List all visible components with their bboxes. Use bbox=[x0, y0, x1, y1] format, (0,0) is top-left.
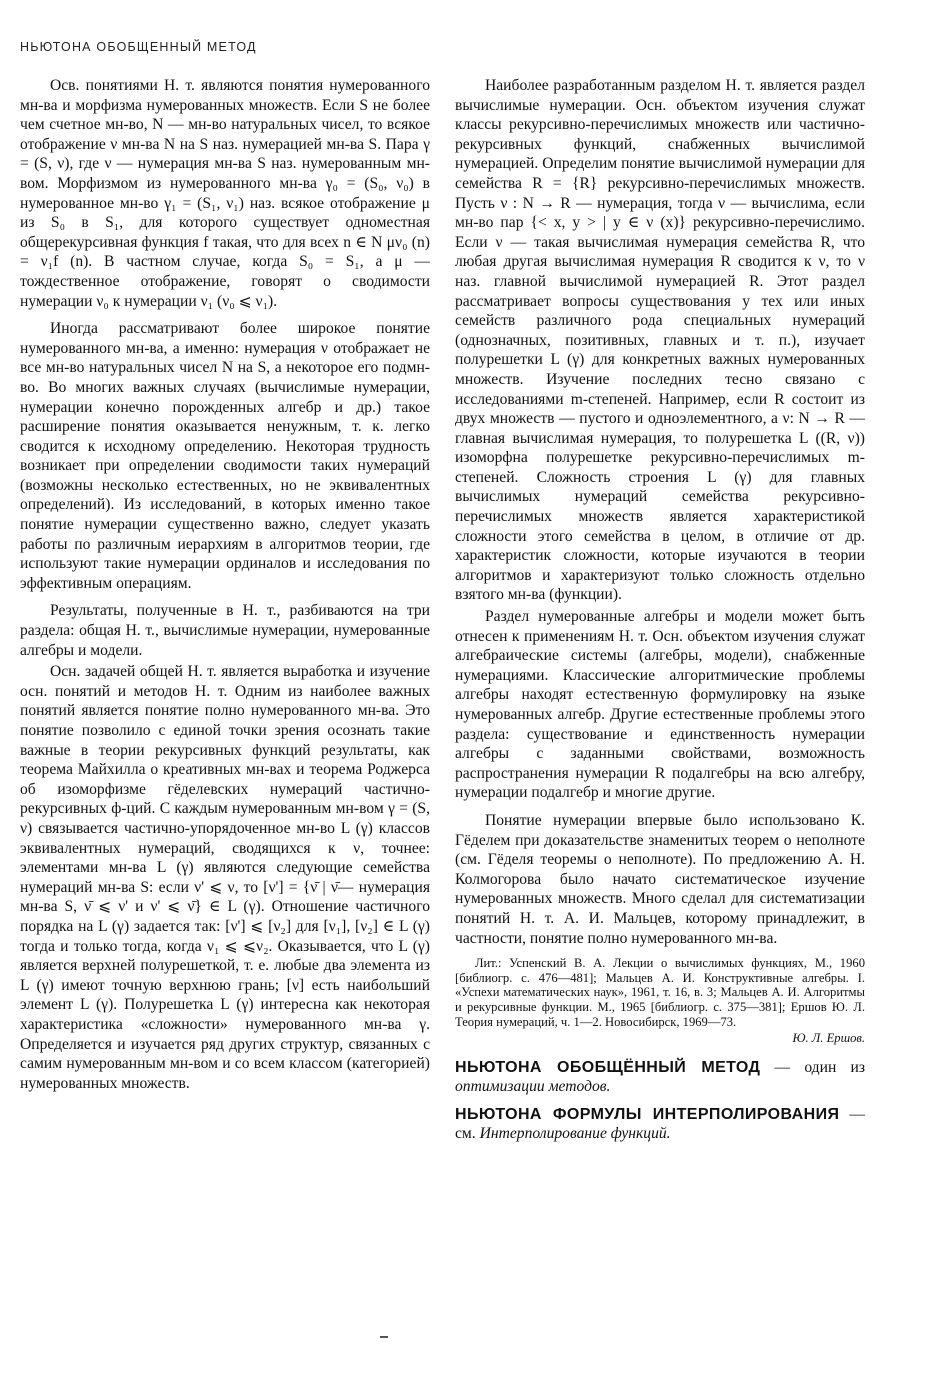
entry-text: — см. bbox=[455, 1105, 865, 1143]
entry-newton-generalized-method bbox=[455, 1058, 865, 1097]
paragraph: Раздел нумерованные алгебры и модели может быть отнесен к применениям Н. т. Осн. объектом изучения служат алгебраические системы (алгебры, модели), снабженные нумерациями. Классические алгоритмические проблемы алгебры находят естественную формулировку на языке нумерованных алгебр. Другие естественные проблемы этого раздела: существование и единственность нумерации алгебры с заданными свойствами, возможность распространения нумерации R подалгебры на всю алгебру, нумерации подалгебр и многие другие. bbox=[455, 608, 865, 802]
paragraph: Понятие нумерации впервые было использовано К. Гёделем при доказательстве знаменитых теорем о неполноте (см. Гёделя теоремы о неполноте). По предложению А. Н. Колмогорова было начато систематическое изучение нумерованных множеств. Много сделал для систематизации понятий Н. т. А. И. Мальцев, которому принадлежит, в частности, понятие полно нумерованного мн-ва. bbox=[455, 811, 865, 947]
paragraph: Осн. задачей общей Н. т. является выработка и изучение осн. понятий и методов Н. т. Одним из наиболее важных понятий является понятие полно нумерованного мн-ва. Это понятие позволило с единой точки зрения осознать такие важные в теории рекурсивных функций результаты, как теорема Майхилла о креативных мн-вах и теорема Роджерса об изоморфизме гёделевских нумераций частично-рекурсивных ф-ций. С каждым нумерованным мн-вом γ = (S, ν) связывается частично-упорядоченное мн-во L (γ) классов эквивалентных нумераций, сводящихся к ν, точнее: элементами мн-ва L (γ) являются следующие семейства нумераций мн-ва S: если ν' ⩽ ν, то [ν'] = {ν̄ | ν̄— нумерация мн-ва S, ν̄ ⩽ ν' и ν' ⩽ ν̄} ∈ L (γ). Отношение частичного порядка на L (γ) задается так: [ν'] ⩽ [ν₂] для [ν₁], [ν₂] ∈ L (γ) тогда и только тогда, когда ν₁ ⩽ ⩽ν₂. Оказывается, что L (γ) является верхней полурешеткой, т. е. любые два элемента из L (γ) имеют точную верхнюю грань; [ν] есть наибольший элемент L (γ). Полурешетка L (γ) интересна как некоторая характеристика «сложности» нумерованного мн-ва γ. Определяется и изучается ряд других структур, связанных с самим нумерованным мн-вом и со всем классом (категорией) нумерованных множеств. bbox=[20, 663, 430, 1092]
paragraph: Результаты, полученные в Н. т., разбиваются на три раздела: общая Н. т., вычислимые нумерации, нумерованные алгебры и модели. bbox=[20, 602, 430, 659]
entry-text: — один из bbox=[760, 1058, 865, 1076]
paragraph: Осв. понятиями Н. т. являются понятия нумерованного мн-ва и морфизма нумерованных множеств. Если S не более чем счетное мн-во, N — мн-во натуральных чисел, то всякое отображение ν мн-ва N на S наз. нумерацией мн-ва S. Пара γ = (S, ν), где ν — нумерация мн-ва S наз. нумерованным мн-вом. Морфизмом из нумерованного мн-ва γ₀ = (S₀, ν₀) в нумерованное мн-во γ₁ = (S₁, ν₁) наз. всякое отображение μ из S₀ в S₁, для которого существует одноместная общерекурсивная функция f такая, что для всех n ∈ N μν₀ (n) = ν₁f (n). В частном случае, когда S₀ = S₁, а μ — тождественное отображение, говорят о сводимости нумерации ν₀ к нумерации ν₁ (ν₀ ⩽ ν₁). bbox=[20, 77, 430, 310]
left-column bbox=[20, 76, 430, 1095]
paragraph: Иногда рассматривают более широкое понятие нумерованного мн-ва, а именно: нумерация ν отображает не все мн-во натуральных чисел N на S, а некоторое его подмн-во. Во многих важных случаях (вычислимые нумерации, нумерации конечно порожденных алгебр и др.) такое расширение понятия оказывается ненужным, т. к. легко сводится к исходному определению. Некоторая трудность возникает при определении сводимости таких нумераций (возможны несколько естественных, но не эквивалентных определений). Из исследований, в которых именно такое понятие нумерации существенно важно, следует указать работы по различным иерархиям в алгоритмов теории, где используют такие нумерации ординалов и исследования по эффективным операциям. bbox=[20, 320, 430, 592]
right-column bbox=[455, 76, 865, 1152]
cross-reference-link[interactable]: Интерполирование функций. bbox=[479, 1125, 671, 1143]
author-signature: Ю. Л. Ершов. bbox=[792, 1031, 865, 1046]
entry-headword: НЬЮТОНА ФОРМУЛЫ ИНТЕРПОЛИРОВАНИЯ bbox=[455, 1105, 840, 1123]
references bbox=[455, 956, 865, 1046]
cross-reference-link[interactable]: оптимизации методов. bbox=[455, 1078, 611, 1096]
page-speck bbox=[380, 1336, 388, 1338]
entry-newton-interpolation-formulas bbox=[455, 1105, 865, 1144]
dictionary-entries bbox=[455, 1058, 865, 1144]
running-header: НЬЮТОНА ОБОБЩЕННЫЙ МЕТОД bbox=[20, 40, 257, 54]
paragraph: Наиболее разработанным разделом Н. т. является раздел вычислимые нумерации. Осн. объектом изучения служат классы рекурсивно-перечислимых множеств или частично-рекурсивных функций, снабженных вычислимой нумерацией. Определим понятие вычислимой нумерации для семейства R = {R} рекурсивно-перечислимых множеств. Пусть ν : N → R — нумерация, тогда ν — вычислима, если мн-во пар {< x, y > | y ∈ ν (x)} рекурсивно-перечислимо. Если ν — такая вычислимая нумерация семейства R, что любая другая вычислимая нумерация R сводится к ν, то ν наз. главной вычислимой нумерацией R. Этот раздел рассматривает вопросы существования у тех или иных семейств различного рода специальных нумераций (однозначных, позитивных, главных и т. п.), изучает полурешетки L (γ) для конкретных важных нумерованных множеств. Изучение последних тесно связано с исследованиями m-степеней. Например, если R состоит из двух множеств — пустого и одноэлементного, а ν: N → R — главная вычислимая нумерация, то полурешетка L ((R, ν)) изоморфна полурешетке рекурсивно-перечислимых m-степеней. Сложность строения L (γ) для главных вычислимых нумераций семейства рекурсивно-перечислимых множеств является характеристикой сложности этого семейства в целом, в отличие от др. характеристик сложности, которые изучаются в теории алгоритмов и характеризуют только сложность отдельно взятого мн-ва (функции). bbox=[455, 77, 865, 604]
references-text: Лит.: Успенский В. А. Лекции о вычислимых функциях, М., 1960 [библиогр. с. 476—481]; Мальцев А. И. Конструктивные алгебры. I. «Успехи математических наук», 1961, т. 16, в. 3; Мальцев А. И. Алгоритмы и рекурсивные функции. М., 1965 [библиогр. с. 375—381]; Ершов Ю. Л. Теория нумераций, ч. 1—2. Новосибирск, 1969—73. bbox=[455, 956, 865, 1029]
entry-headword: НЬЮТОНА ОБОБЩЁННЫЙ МЕТОД bbox=[455, 1058, 761, 1076]
